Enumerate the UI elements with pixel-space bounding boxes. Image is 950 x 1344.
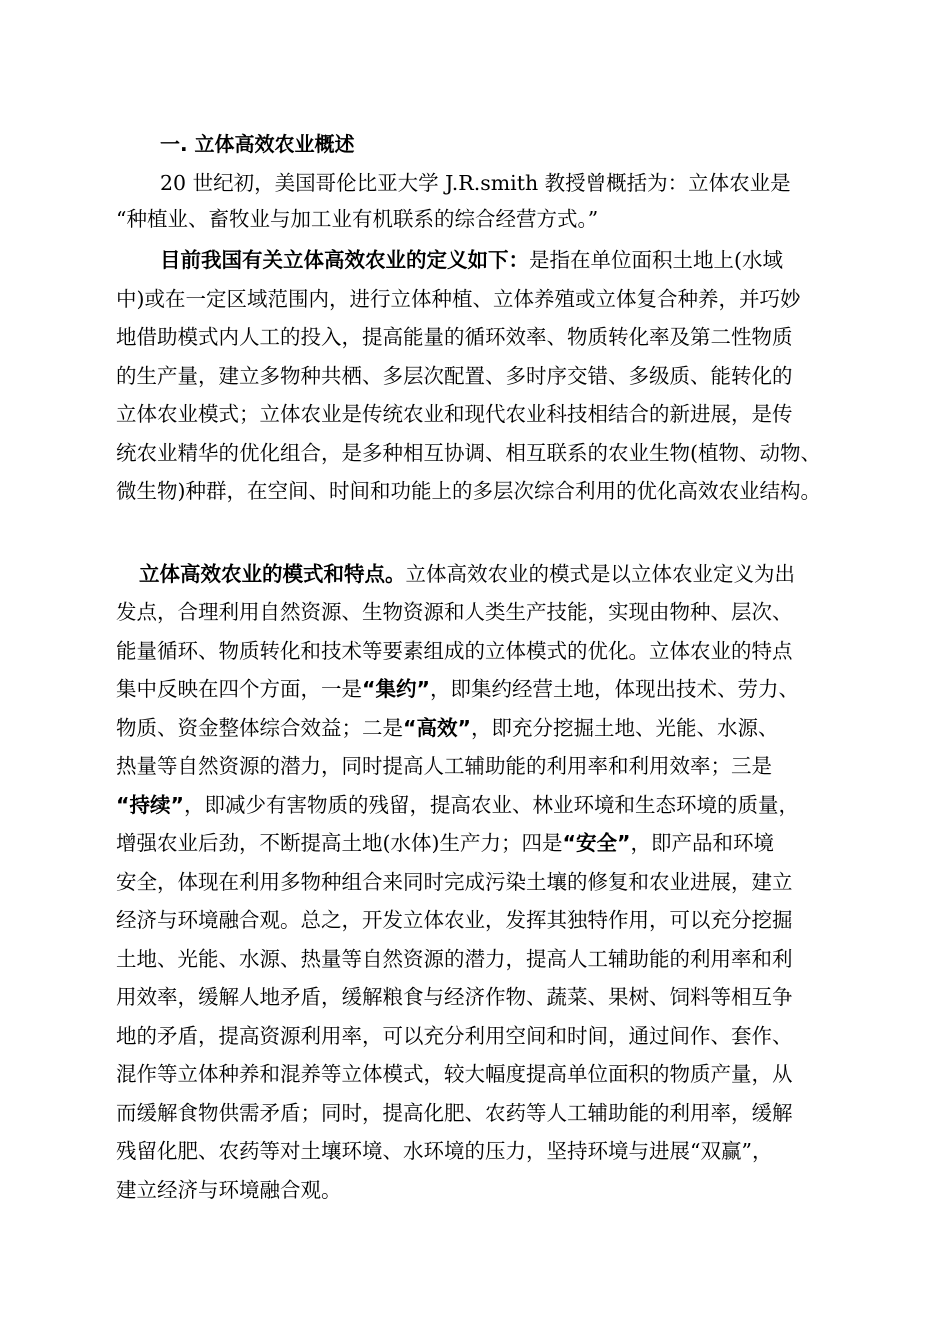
modes-line-text: 增强农业后劲，不断提高土地(水体)生产力；四是 bbox=[116, 831, 563, 855]
definition-line: 地借助模式内人工的投入，提高能量的循环效率、物质转化率及第二性物质 bbox=[116, 325, 793, 349]
modes-line-text: 物质、资金整体综合效益；二是 bbox=[116, 716, 403, 740]
definition-lead: 目前我国有关立体高效农业的定义如下： bbox=[160, 248, 529, 272]
definition-line: 的生产量，建立多物种共栖、多层次配置、多时序交错、多级质、能转化的 bbox=[116, 364, 793, 388]
modes-line-text: 集中反映在四个方面，一是 bbox=[116, 677, 362, 701]
definition-line-1-rest: 是指在单位面积土地上(水域 bbox=[529, 248, 783, 272]
modes-line: 安全，体现在利用多物种组合来同时完成污染土壤的修复和农业进展，建立 bbox=[116, 870, 793, 894]
modes-line-1 bbox=[139, 560, 795, 588]
modes-line: 而缓解食物供需矛盾；同时，提高化肥、农药等人工辅助能的利用率，缓解 bbox=[116, 1101, 793, 1125]
term-chixu: “持续” bbox=[116, 793, 184, 817]
term-jiyue: “集约” bbox=[362, 677, 430, 701]
modes-line-text: ，即集约经营土地，体现出技术、劳力、 bbox=[429, 677, 799, 701]
intro-line-1: 20 世纪初，美国哥伦比亚大学 J.R.smith 教授曾概括为：立体农业是 bbox=[160, 171, 791, 195]
modes-line: 混作等立体种养和混养等立体模式，较大幅度提高单位面积的物质产量，从 bbox=[116, 1062, 793, 1086]
modes-line: 热量等自然资源的潜力，同时提高人工辅助能的利用率和利用效率；三是 bbox=[116, 754, 772, 778]
definition-line: 立体农业模式；立体农业是传统农业和现代农业科技相结合的新进展，是传 bbox=[116, 402, 793, 426]
modes-line bbox=[116, 791, 799, 819]
modes-line: 用效率，缓解人地矛盾，缓解粮食与经济作物、蔬菜、果树、饲料等相互争 bbox=[116, 985, 793, 1009]
modes-line: 建立经济与环境融合观。 bbox=[116, 1178, 342, 1202]
modes-line bbox=[116, 829, 774, 857]
definition-line: 统农业精华的优化组合，是多种相互协调、相互联系的农业生物(植物、动物、 bbox=[116, 441, 821, 465]
modes-line: 能量循环、物质转化和技术等要素组成的立体模式的优化。立体农业的特点 bbox=[116, 639, 793, 663]
modes-line-1-rest: 立体高效农业的模式是以立体农业定义为出 bbox=[405, 562, 795, 586]
definition-line: 微生物)种群，在空间、时间和功能上的多层次综合利用的优化高效农业结构。 bbox=[116, 479, 821, 503]
intro-line-2: “种植业、畜牧业与加工业有机联系的综合经营方式。” bbox=[116, 207, 599, 231]
modes-lead: 立体高效农业的模式和特点。 bbox=[139, 562, 406, 586]
definition-line: 中)或在一定区域范围内，进行立体种植、立体养殖或立体复合种养，并巧妙 bbox=[116, 287, 801, 311]
term-gaoxiao: “高效” bbox=[403, 716, 471, 740]
modes-line bbox=[116, 675, 799, 703]
modes-line bbox=[116, 714, 778, 742]
modes-line: 发点，合理利用自然资源、生物资源和人类生产技能，实现由物种、层次、 bbox=[116, 600, 793, 624]
modes-line-text: ，即减少有害物质的残留，提高农业、林业环境和生态环境的质量， bbox=[183, 793, 799, 817]
term-anquan: “安全” bbox=[562, 831, 631, 855]
modes-line: 土地、光能、水源、热量等自然资源的潜力，提高人工辅助能的利用率和利 bbox=[116, 947, 793, 971]
modes-line-text: ，即产品和环境 bbox=[630, 831, 774, 855]
modes-line-text: ，即充分挖掘土地、光能、水源、 bbox=[470, 716, 779, 740]
section-heading: 一. 立体高效农业概述 bbox=[160, 132, 355, 156]
modes-line: 地的矛盾，提高资源利用率，可以充分利用空间和时间，通过间作、套作、 bbox=[116, 1024, 793, 1048]
modes-line: 残留化肥、农药等对土壤环境、水环境的压力，坚持环境与进展“双赢”， bbox=[116, 1139, 773, 1163]
modes-line: 经济与环境融合观。总之，开发立体农业，发挥其独特作用，可以充分挖掘 bbox=[116, 908, 793, 932]
definition-line-1 bbox=[160, 246, 783, 274]
